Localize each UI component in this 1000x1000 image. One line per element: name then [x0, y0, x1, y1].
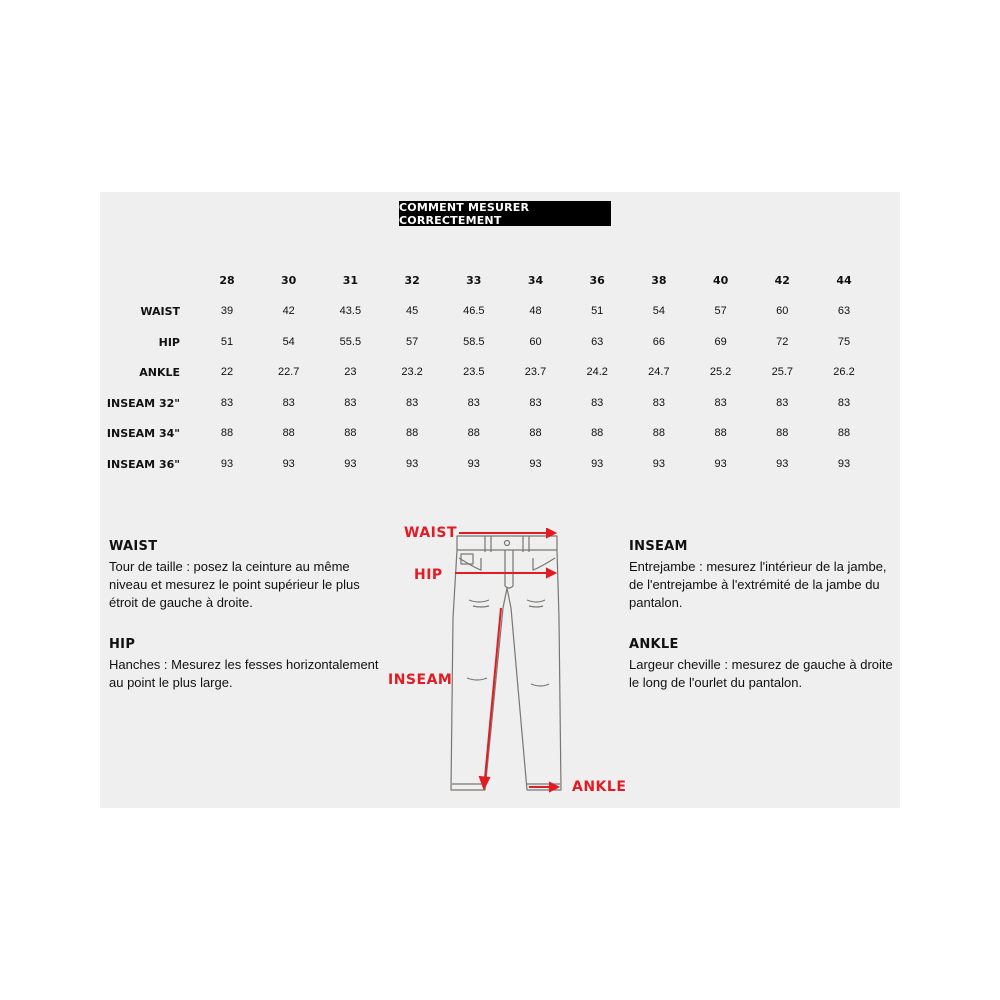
table-cell: 88 — [529, 427, 542, 440]
table-cell: 43.5 — [339, 305, 362, 317]
table-cell: 83 — [652, 396, 666, 409]
table-cell: 57 — [714, 305, 727, 317]
table-cell: 83 — [837, 396, 851, 409]
hip-heading: HIP — [109, 637, 136, 652]
table-cell: 63 — [837, 305, 851, 317]
table-cell: 88 — [282, 427, 295, 440]
table-cell: 93 — [837, 458, 851, 470]
measurement-row-label: HIP — [158, 335, 180, 349]
table-cell: 83 — [405, 396, 419, 409]
hip-description: Hanches : Mesurez les fesses horizontalement au point le plus large. — [109, 657, 379, 690]
table-cell: 51 — [220, 335, 234, 348]
table-cell: 83 — [467, 396, 480, 409]
table-cell: 25.7 — [771, 366, 793, 379]
table-cell: 93 — [282, 458, 295, 470]
table-cell: 93 — [220, 458, 234, 470]
diagram-hip-label: HIP — [414, 567, 443, 583]
table-cell: 42 — [282, 305, 295, 317]
table-cell: 83 — [714, 396, 727, 409]
table-cell: 25.2 — [709, 366, 732, 379]
table-cell: 72 — [776, 335, 789, 348]
size-column-header: 44 — [836, 274, 852, 287]
table-cell: 88 — [714, 427, 727, 440]
waist-description: Tour de taille : posez la ceinture au même niveau et mesurez le point supérieur le plus étroit de gauche à droite. — [109, 559, 360, 610]
diagram-ankle-label: ANKLE — [572, 779, 627, 795]
size-column-header: 30 — [281, 274, 297, 287]
jeans-icon — [445, 528, 575, 798]
table-cell: 51 — [591, 305, 604, 317]
table-cell: 88 — [776, 427, 789, 440]
table-cell: 39 — [220, 305, 234, 317]
table-cell: 23.7 — [524, 366, 547, 379]
diagram-waist-label: WAIST — [404, 525, 457, 541]
table-cell: 23.2 — [401, 366, 423, 379]
table-cell: 60 — [776, 305, 789, 317]
table-cell: 88 — [467, 427, 480, 440]
table-cell: 54 — [652, 305, 666, 317]
measurement-row-label: ANKLE — [139, 366, 180, 380]
table-cell: 55.5 — [339, 335, 362, 348]
table-cell: 93 — [529, 458, 542, 470]
table-cell: 66 — [652, 335, 666, 348]
table-cell: 23 — [344, 366, 357, 379]
measurement-row-label: INSEAM 32" — [106, 396, 180, 410]
table-cell: 93 — [467, 458, 480, 470]
table-cell: 23.5 — [463, 366, 485, 379]
table-cell: 22 — [220, 366, 234, 379]
table-cell: 24.2 — [586, 366, 608, 379]
table-cell: 93 — [714, 458, 727, 470]
table-cell: 69 — [714, 335, 727, 348]
table-cell: 93 — [405, 458, 419, 470]
waist-heading: WAIST — [109, 539, 158, 554]
size-column-header: 34 — [527, 274, 544, 287]
size-column-header: 40 — [712, 274, 729, 287]
size-column-header: 28 — [219, 274, 235, 287]
measurement-row-label: INSEAM 34" — [106, 427, 180, 441]
table-cell: 93 — [652, 458, 666, 470]
ankle-heading: ANKLE — [629, 637, 679, 652]
table-cell: 60 — [529, 335, 542, 348]
diagram-inseam-label: INSEAM — [388, 672, 453, 688]
inseam-heading: INSEAM — [629, 539, 688, 554]
size-column-header: 33 — [466, 274, 482, 287]
table-cell: 24.7 — [648, 366, 670, 379]
table-cell: 46.5 — [463, 305, 485, 317]
table-cell: 22.7 — [277, 366, 300, 379]
table-cell: 93 — [591, 458, 604, 470]
table-cell: 88 — [344, 427, 357, 440]
table-cell: 93 — [776, 458, 789, 470]
table-cell: 88 — [591, 427, 604, 440]
table-cell: 93 — [344, 458, 357, 470]
table-cell: 57 — [405, 335, 419, 348]
size-column-header: 42 — [774, 274, 790, 287]
table-cell: 45 — [405, 305, 419, 317]
table-cell: 88 — [652, 427, 666, 440]
measurement-row-label: WAIST — [140, 305, 180, 318]
size-column-header: 32 — [404, 274, 420, 287]
measurement-row-label: INSEAM 36" — [106, 458, 180, 471]
table-cell: 63 — [591, 335, 604, 348]
table-cell: 88 — [405, 427, 419, 440]
table-cell: 58.5 — [463, 335, 485, 348]
page-title: COMMENT MESURER CORRECTEMENT — [399, 201, 611, 226]
table-cell: 75 — [837, 335, 851, 348]
table-cell: 54 — [282, 335, 295, 348]
size-column-header: 31 — [342, 274, 359, 287]
table-cell: 26.2 — [833, 366, 855, 379]
table-cell: 83 — [282, 396, 295, 409]
table-cell: 88 — [220, 427, 234, 440]
table-cell: 83 — [220, 396, 234, 409]
table-cell: 88 — [837, 427, 851, 440]
size-column-header: 38 — [651, 274, 667, 287]
table-cell: 48 — [529, 305, 542, 317]
table-cell: 83 — [776, 396, 789, 409]
table-cell: 83 — [529, 396, 542, 409]
table-cell: 83 — [344, 396, 357, 409]
table-cell: 83 — [591, 396, 604, 409]
size-column-header: 36 — [589, 274, 605, 287]
ankle-description: Largeur cheville : mesurez de gauche à droite le long de l'ourlet du pantalon. — [629, 657, 893, 690]
inseam-description: Entrejambe : mesurez l'intérieur de la jambe, de l'entrejambe à l'extrémité de la jambe du pantalon. — [629, 559, 887, 610]
